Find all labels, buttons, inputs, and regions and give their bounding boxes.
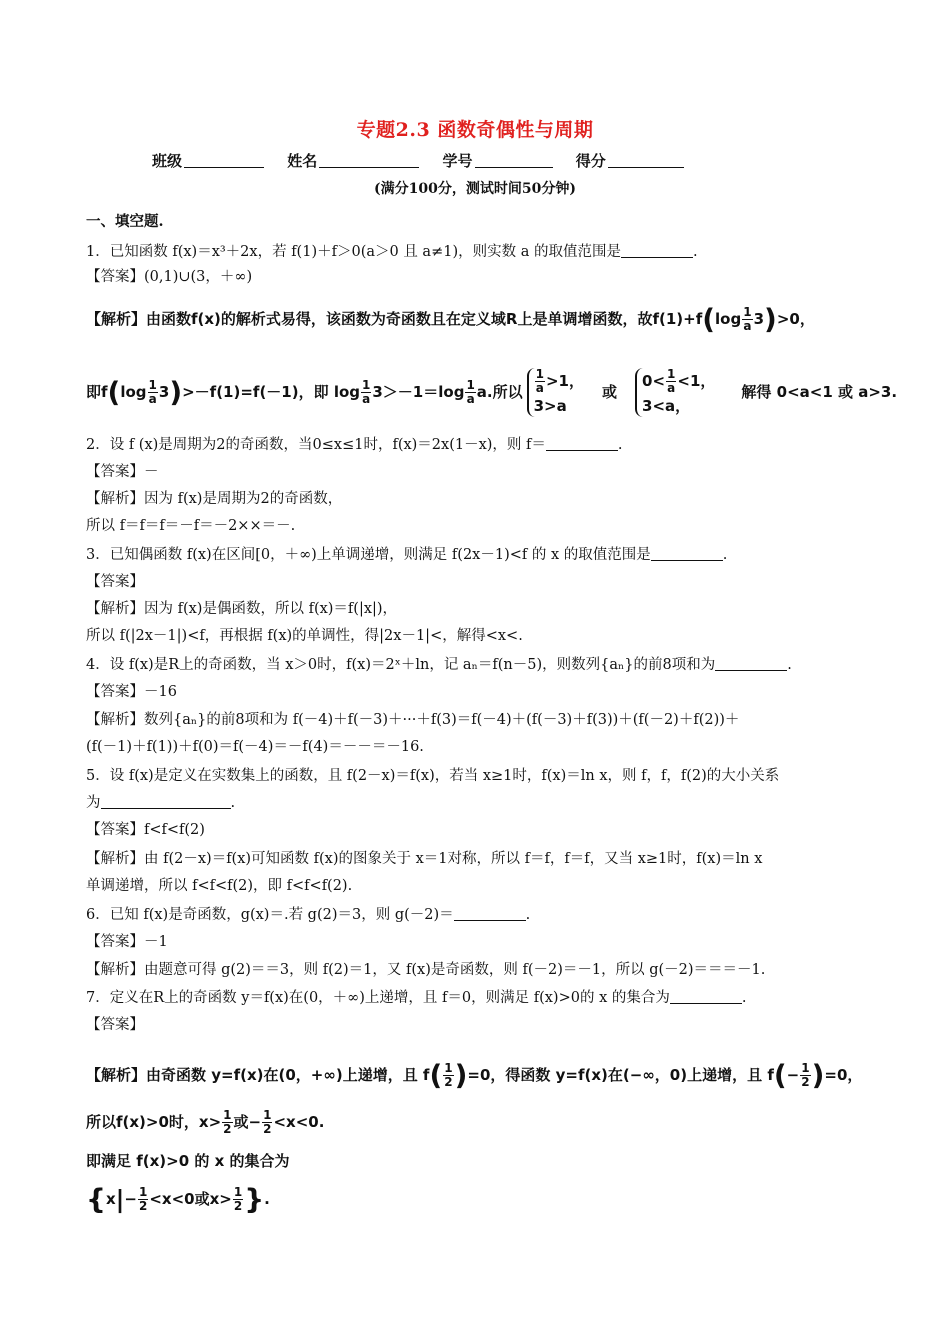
fraction: $\frac{1}{a}$ [148,378,157,406]
answer-2: 【答案】－ [86,464,159,480]
answer-blank [651,546,723,561]
explanation-3-line-1: 【解析】因为 f(x)是偶函数，所以 f(x)＝f(|x|)， [86,601,398,617]
question-7: 7．定义在R上的奇函数 y＝f(x)在(0，＋∞)上递增，且 f＝0，则满足 f(x)>0的 x 的集合为 . [86,990,747,1006]
student-info-line [152,150,702,171]
answer-blank [715,656,787,671]
exam-note: (满分100分，测试时间50分钟) [374,181,576,197]
answer-4: 【答案】－16 [86,684,177,700]
student-id-label: 学号 [442,152,473,170]
explanation-4-line-2: (f(－1)＋f(1))＋f(0)＝f(－4)＝－f(4)＝－－＝－16. [86,739,424,755]
answer-1: 【答案】(0,1)∪(3，＋∞) [86,269,253,285]
answer-blank [621,243,693,258]
fraction: $\frac{1}{2}$ [223,1108,232,1136]
question-5-line-2: 为 . [86,795,236,811]
explanation-2-line-2: 所以 f＝f＝f＝－f＝－2××＝－. [86,518,296,534]
explanation-7-line-3: 即满足 f(x)>0 的 x 的集合为 [86,1152,290,1170]
explanation-7-line-1: 【解析】由奇函数 y=f(x)在(0，+∞)上递增，且 f( $\frac{1}{2}$ )=0，得函数 y=f(x)在(−∞，0)上递增，且 f(− $\frac{1}{2}$ )=0， [86,1058,863,1092]
explanation-6: 【解析】由题意可得 g(2)＝＝3，则 f(2)＝1，又 f(x)是奇函数，则 f(－2)＝－1，所以 g(－2)＝＝＝－1. [86,962,766,978]
explanation-4-line-1: 【解析】数列{aₙ}的前8项和为 f(－4)＋f(－3)＋···＋f(3)＝f(－4)＋(f(－3)＋f(3))＋(f(－2)＋f(2))＋ [86,712,740,728]
answer-5: 【答案】f<f<f(2) [86,822,205,838]
explanation-2-line-1: 【解析】因为 f(x)是周期为2的奇函数， [86,491,343,507]
student-id-field[interactable] [475,153,553,168]
fraction: $\frac{1}{a}$ [743,305,752,333]
name-label: 姓名 [287,152,318,170]
fraction: $\frac{1}{2}$ [801,1061,810,1089]
explanation-1-line-2: 即f(log $\frac{1}{a}$ 3)>－f(1)=f(－1)，即 log $\frac{1}{a}$ 3＞－1＝log $\frac{1}{a}$ a.所以 $\frac{1}{a}$ >1， 3>a 或 0< $\frac{1}{a}$ <1， 3<a， 解得 0<a<1 或 a>3. [86,367,898,415]
answer-blank [670,989,742,1004]
fraction: $\frac{1}{2}$ [444,1061,453,1089]
question-1: 1．已知函数 f(x)＝x³＋2x，若 f(1)＋f＞0(a＞0 且 a≠1)，则实数 a 的取值范围是 . [86,244,698,260]
page-title: 专题2.3 函数奇偶性与周期 [356,119,594,141]
answer-7: 【答案】 [86,1017,144,1033]
explanation-5-line-2: 单调递增，所以 f<f<f(2)，即 f<f<f(2). [86,878,353,894]
fraction: $\frac{1}{2}$ [138,1185,148,1213]
explanation-7-line-2: 所以f(x)>0时，x> $\frac{1}{2}$ 或− $\frac{1}{2}$ <x<0. [86,1108,325,1136]
name-field[interactable] [319,153,419,168]
explanation-7-set: {x|− $\frac{1}{2}$ <x<0或x> $\frac{1}{2}$ }. [86,1182,270,1216]
fraction: $\frac{1}{2}$ [263,1108,272,1136]
explanation-3-line-2: 所以 f(|2x－1|)<f，再根据 f(x)的单调性，得|2x－1|<，解得<x<. [86,628,523,644]
answer-6: 【答案】－1 [86,934,168,950]
answer-blank [101,794,231,809]
inequality-system-2: 0< $\frac{1}{a}$ <1， 3<a， [635,368,715,417]
section-heading: 一、填空题. [86,213,164,230]
explanation-5-line-1: 【解析】由 f(2－x)＝f(x)可知函数 f(x)的图象关于 x＝1对称，所以 f＝f，f＝f，又当 x≥1时，f(x)＝ln x [86,851,763,867]
question-4: 4．设 f(x)是R上的奇函数，当 x＞0时，f(x)＝2ˣ＋ln，记 aₙ＝f(n－5)，则数列{aₙ}的前8项和为 . [86,657,792,673]
fraction: $\frac{1}{a}$ [362,378,371,406]
question-2: 2．设 f (x)是周期为2的奇函数，当0≤x≤1时，f(x)＝2x(1－x)，则 f＝ . [86,437,623,453]
class-field[interactable] [184,153,264,168]
score-field[interactable] [608,153,684,168]
question-6: 6．已知 f(x)是奇函数，g(x)＝.若 g(2)＝3，则 g(－2)＝ . [86,907,531,923]
fraction: $\frac{1}{a}$ [466,378,475,406]
fraction: $\frac{1}{2}$ [233,1185,243,1213]
answer-blank [454,906,526,921]
question-3: 3．已知偶函数 f(x)在区间[0，＋∞)上单调递增，则满足 f(2x－1)<f 的 x 的取值范围是 . [86,547,728,563]
class-label: 班级 [152,152,183,170]
answer-blank [546,436,618,451]
question-5-line-1: 5．设 f(x)是定义在实数集上的函数，且 f(2－x)＝f(x)，若当 x≥1时，f(x)＝ln x，则 f，f，f(2)的大小关系 [86,768,780,784]
explanation-1-line-1: 【解析】由函数f(x)的解析式易得，该函数为奇函数且在定义域R上是单调增函数，故f(1)+f(log $\frac{1}{a}$ 3)>0， [86,302,815,336]
score-label: 得分 [575,152,606,170]
answer-3: 【答案】 [86,574,144,590]
inequality-system-1: $\frac{1}{a}$ >1， 3>a [527,368,584,417]
